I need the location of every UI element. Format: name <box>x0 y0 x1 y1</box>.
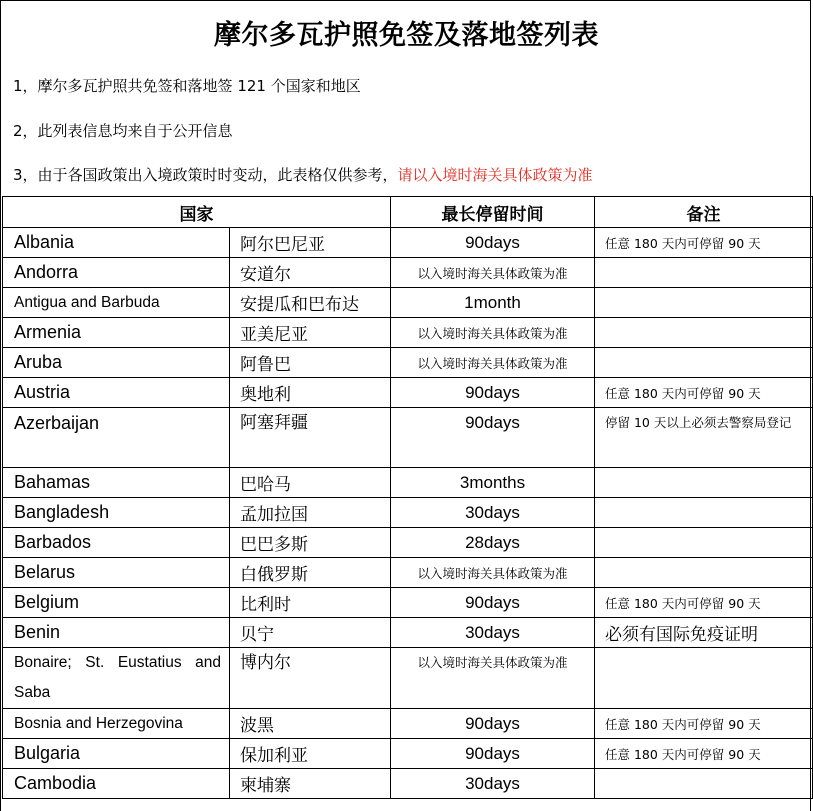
max-stay: 以入境时海关具体政策为准 <box>391 348 595 378</box>
table-row <box>3 288 813 318</box>
remark: 任意 180 天内可停留 90 天 <box>595 228 813 258</box>
country-zh: 安道尔 <box>230 258 391 288</box>
table-row <box>3 769 813 799</box>
remark <box>595 348 813 378</box>
max-stay: 以入境时海关具体政策为准 <box>391 258 595 288</box>
remark: 停留 10 天以上必须去警察局登记 <box>595 408 813 468</box>
table-row <box>3 378 813 408</box>
remark <box>595 258 813 288</box>
country-zh: 安提瓜和巴布达 <box>230 288 391 318</box>
country-en: Bonaire; St. Eustatius and Saba <box>3 648 230 709</box>
country-en: Cambodia <box>3 769 230 799</box>
remark <box>595 528 813 558</box>
table-row <box>3 348 813 378</box>
remark: 任意 180 天内可停留 90 天 <box>595 709 813 739</box>
table-row <box>3 709 813 739</box>
table-row <box>3 258 813 288</box>
country-zh: 阿鲁巴 <box>230 348 391 378</box>
country-en: Armenia <box>3 318 230 348</box>
country-en: Belarus <box>3 558 230 588</box>
note-2: 2，此列表信息均来自于公开信息 <box>13 122 233 140</box>
table-row <box>3 588 813 618</box>
remark <box>595 498 813 528</box>
page-title: 摩尔多瓦护照免签及落地签列表 <box>214 20 599 51</box>
table-row <box>3 558 813 588</box>
remark: 任意 180 天内可停留 90 天 <box>595 588 813 618</box>
remark <box>595 288 813 318</box>
max-stay: 30days <box>391 618 595 648</box>
table-row <box>3 468 813 498</box>
remark: 必须有国际免疫证明 <box>595 618 813 648</box>
country-en: Bulgaria <box>3 739 230 769</box>
max-stay: 30days <box>391 498 595 528</box>
country-zh: 奥地利 <box>230 378 391 408</box>
table-row <box>3 408 813 468</box>
country-zh: 波黑 <box>230 709 391 739</box>
country-en: Barbados <box>3 528 230 558</box>
max-stay: 以入境时海关具体政策为准 <box>391 558 595 588</box>
country-en: Andorra <box>3 258 230 288</box>
header-country: 国家 <box>3 197 391 228</box>
table-row <box>3 648 813 709</box>
note-3-warning: 请以入境时海关具体政策为准 <box>397 166 593 184</box>
country-en: Austria <box>3 378 230 408</box>
country-zh: 巴巴多斯 <box>230 528 391 558</box>
remark <box>595 648 813 709</box>
remark: 任意 180 天内可停留 90 天 <box>595 739 813 769</box>
country-zh: 博内尔 <box>230 648 391 709</box>
country-zh: 柬埔寨 <box>230 769 391 799</box>
table-row <box>3 228 813 258</box>
max-stay: 28days <box>391 528 595 558</box>
table-row <box>3 498 813 528</box>
country-zh: 孟加拉国 <box>230 498 391 528</box>
country-en: Azerbaijan <box>3 408 230 468</box>
note-1: 1，摩尔多瓦护照共免签和落地签 121 个国家和地区 <box>13 77 361 95</box>
country-en: Bahamas <box>3 468 230 498</box>
remark: 任意 180 天内可停留 90 天 <box>595 378 813 408</box>
max-stay: 90days <box>391 709 595 739</box>
table-row <box>3 739 813 769</box>
country-en: Antigua and Barbuda <box>3 288 230 318</box>
country-en: Bangladesh <box>3 498 230 528</box>
max-stay: 90days <box>391 378 595 408</box>
country-zh: 阿尔巴尼亚 <box>230 228 391 258</box>
header-max-stay: 最长停留时间 <box>391 197 595 228</box>
table-row <box>3 528 813 558</box>
country-en: Aruba <box>3 348 230 378</box>
country-zh: 巴哈马 <box>230 468 391 498</box>
max-stay: 1month <box>391 288 595 318</box>
country-zh: 亚美尼亚 <box>230 318 391 348</box>
header-remark: 备注 <box>595 197 813 228</box>
max-stay: 90days <box>391 739 595 769</box>
remark <box>595 558 813 588</box>
table-row <box>3 318 813 348</box>
country-zh: 贝宁 <box>230 618 391 648</box>
table-header-row <box>3 197 813 228</box>
table-row <box>3 618 813 648</box>
country-en: Bosnia and Herzegovina <box>3 709 230 739</box>
max-stay: 以入境时海关具体政策为准 <box>391 318 595 348</box>
remark <box>595 468 813 498</box>
note-3 <box>13 164 593 185</box>
max-stay: 30days <box>391 769 595 799</box>
remark <box>595 769 813 799</box>
max-stay: 3months <box>391 468 595 498</box>
country-en: Benin <box>3 618 230 648</box>
visa-table <box>2 196 813 799</box>
country-en: Albania <box>3 228 230 258</box>
max-stay: 以入境时海关具体政策为准 <box>391 648 595 709</box>
max-stay: 90days <box>391 228 595 258</box>
remark <box>595 318 813 348</box>
country-zh: 保加利亚 <box>230 739 391 769</box>
country-zh: 阿塞拜疆 <box>230 408 391 468</box>
country-zh: 白俄罗斯 <box>230 558 391 588</box>
country-zh: 比利时 <box>230 588 391 618</box>
country-en: Belgium <box>3 588 230 618</box>
max-stay: 90days <box>391 408 595 468</box>
max-stay: 90days <box>391 588 595 618</box>
note-3-text: 3，由于各国政策出入境政策时时变动，此表格仅供参考， <box>13 166 398 184</box>
